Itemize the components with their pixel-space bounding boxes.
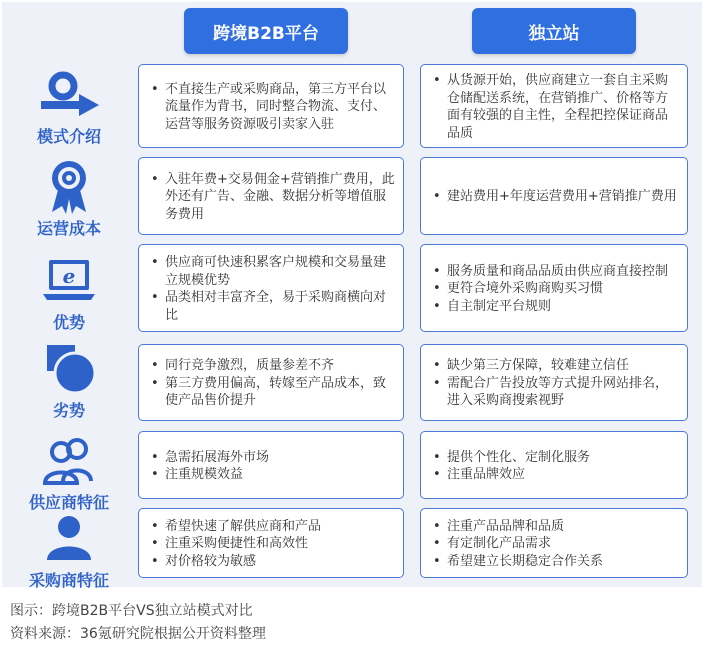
column-header-b2b: 跨境B2B平台 bbox=[184, 8, 348, 54]
bullet-item: • 缺少第三方保障，较难建立信任 bbox=[431, 357, 679, 375]
row-label-buyer bbox=[10, 510, 128, 591]
bullet-item: • 急需拓展海外市场 bbox=[149, 449, 395, 467]
cell-b2b-disadvantage bbox=[138, 344, 404, 421]
bullet-item: • 需配合广告投放等方式提升网站排名，进入采购商搜索视野 bbox=[431, 375, 679, 410]
cell-b2b-advantage bbox=[138, 244, 404, 332]
gear-badge-icon bbox=[37, 158, 101, 214]
user-group-icon bbox=[37, 432, 101, 488]
row-label-text: 运营成本 bbox=[36, 219, 101, 238]
row-label-text: 劣势 bbox=[52, 401, 85, 420]
bullet-item: • 入驻年费+交易佣金+营销推广费用，此外还有广告、金融、数据分析等增值服务费用 bbox=[149, 171, 395, 224]
bullet-item: • 自主制定平台规则 bbox=[431, 298, 679, 316]
bullet-item: • 有定制化产品需求 bbox=[431, 535, 679, 553]
bullet-item: • 从货源开始，供应商建立一套自主采购仓储配送系统，在营销推广、价格等方面有较强的自主性，全程把控保证商品品质 bbox=[431, 72, 679, 142]
cell-independent-mode bbox=[420, 64, 688, 148]
bullet-item: • 提供个性化、定制化服务 bbox=[431, 449, 679, 467]
bullet-item: • 注重规模效益 bbox=[149, 466, 395, 484]
bullet-item: • 供应商可快速积累客户规模和交易量建立规模优势 bbox=[149, 254, 395, 289]
cell-b2b-supplier bbox=[138, 431, 404, 499]
bullet-item: • 希望快速了解供应商和产品 bbox=[149, 518, 395, 536]
cell-independent-advantage bbox=[420, 244, 688, 332]
bullet-item: • 服务质量和商品品质由供应商直接控制 bbox=[431, 263, 679, 281]
row-label-disadvantage bbox=[10, 340, 128, 421]
row-label-supplier bbox=[10, 432, 128, 513]
svg-text:e: e bbox=[62, 264, 76, 288]
bullet-item: • 注重品牌效应 bbox=[431, 466, 679, 484]
bullet-item: • 品类相对丰富齐全，易于采购商横向对比 bbox=[149, 289, 395, 324]
cell-b2b-cost bbox=[138, 157, 404, 235]
row-label-text: 模式介绍 bbox=[36, 127, 101, 146]
figure-caption: 图示：跨境B2B平台VS独立站模式对比 bbox=[10, 603, 253, 619]
row-label-text: 优势 bbox=[52, 313, 85, 332]
cell-independent-disadvantage bbox=[420, 344, 688, 421]
user-icon bbox=[37, 510, 101, 566]
cell-independent-cost bbox=[420, 157, 688, 235]
laptop-browser-icon bbox=[37, 252, 101, 308]
bullet-item: • 注重产品品牌和品质 bbox=[431, 518, 679, 536]
bullet-item: • 希望建立长期稳定合作关系 bbox=[431, 553, 679, 571]
row-label-mode bbox=[10, 66, 128, 147]
row-label-text: 供应商特征 bbox=[28, 493, 109, 512]
bullet-item: • 注重采购便捷性和高效性 bbox=[149, 535, 395, 553]
column-header-independent: 独立站 bbox=[472, 8, 636, 54]
arrow-circle-icon bbox=[37, 66, 101, 122]
bullet-item: • 更符合境外采购商购买习惯 bbox=[431, 280, 679, 298]
cell-b2b-mode bbox=[138, 64, 404, 148]
bullet-item: • 对价格较为敏感 bbox=[149, 553, 395, 571]
cell-independent-buyer bbox=[420, 508, 688, 578]
row-label-text: 采购商特征 bbox=[28, 571, 109, 590]
cell-independent-supplier bbox=[420, 431, 688, 499]
source-caption: 资料来源：36氪研究院根据公开资料整理 bbox=[10, 626, 266, 642]
row-label-cost bbox=[10, 158, 128, 239]
bullet-item: • 建站费用+年度运营费用+营销推广费用 bbox=[431, 188, 679, 206]
cell-b2b-buyer bbox=[138, 508, 404, 578]
row-label-advantage bbox=[10, 252, 128, 333]
bullet-item: • 不直接生产或采购商品，第三方平台以流量作为背书，同时整合物流、支付、运营等服务资源吸引卖家入驻 bbox=[149, 81, 395, 134]
bullet-item: • 第三方费用偏高，转嫁至产品成本，致使产品售价提升 bbox=[149, 375, 395, 410]
shapes-icon bbox=[37, 340, 101, 396]
bullet-item: • 同行竞争激烈，质量参差不齐 bbox=[149, 357, 395, 375]
